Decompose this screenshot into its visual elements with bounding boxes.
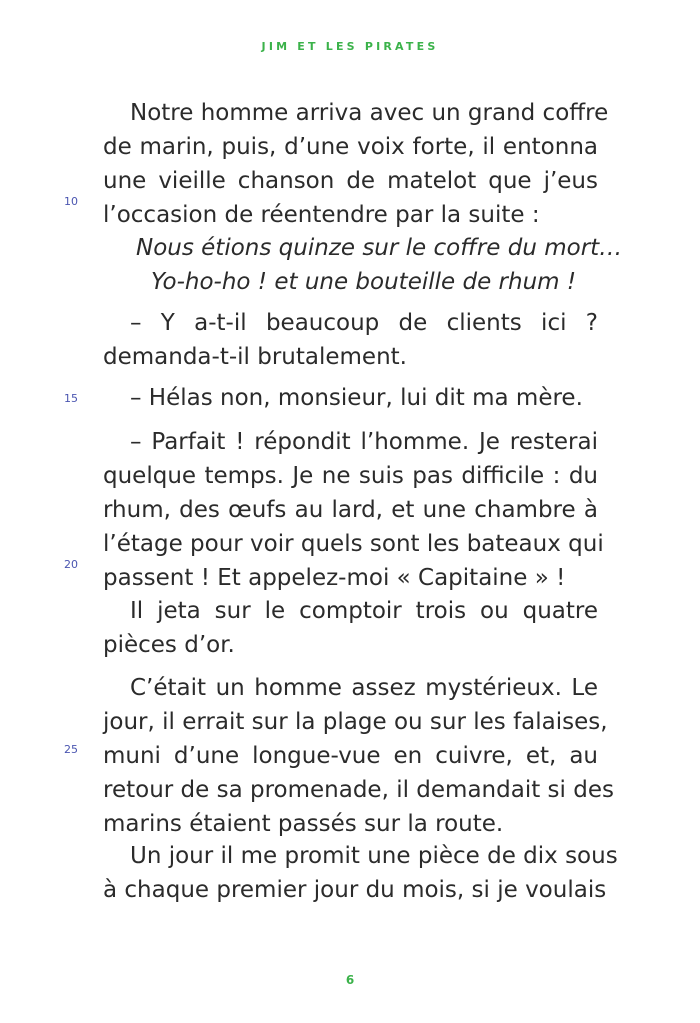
text-line: – Parfait ! répondit l’homme. Je resterai xyxy=(130,429,598,455)
line-number: 25 xyxy=(64,743,78,756)
page-number: 6 xyxy=(345,973,355,987)
text-line: Un jour il me promit une pièce de dix sous xyxy=(130,843,618,869)
running-head: JIM ET LES PIRATES xyxy=(261,40,439,53)
text-line: l’étage pour voir quels sont les bateaux qui xyxy=(103,531,604,557)
paragraph xyxy=(103,306,598,374)
text-line: l’occasion de réentendre par la suite : xyxy=(103,202,540,228)
text-line: Il jeta sur le comptoir trois ou quatre xyxy=(130,598,598,624)
verse-block xyxy=(103,231,623,299)
paragraph xyxy=(103,594,598,662)
line-number: 15 xyxy=(64,392,78,405)
text-line: C’était un homme assez mystérieux. Le xyxy=(130,675,598,701)
verse-line: Yo-ho-ho ! et une bouteille de rhum ! xyxy=(151,269,577,295)
text-line: jour, il errait sur la plage ou sur les falaises, xyxy=(103,709,608,735)
line-number: 10 xyxy=(64,195,78,208)
text-line: – Hélas non, monsieur, lui dit ma mère. xyxy=(130,385,583,411)
verse-line: Nous étions quinze sur le coffre du mort… xyxy=(136,235,623,261)
paragraph xyxy=(103,425,604,595)
line-number: 20 xyxy=(64,558,78,571)
text-line: quelque temps. Je ne suis pas difficile : du xyxy=(103,463,598,489)
paragraph xyxy=(103,381,598,415)
text-line: Notre homme arriva avec un grand coffre xyxy=(130,100,609,126)
text-line: retour de sa promenade, il demandait si des xyxy=(103,777,614,803)
text-line: une vieille chanson de matelot que j’eus xyxy=(103,168,598,194)
text-line: marins étaient passés sur la route. xyxy=(103,811,504,837)
text-line: rhum, des œufs au lard, et une chambre à xyxy=(103,497,598,523)
text-line: demanda-t-il brutalement. xyxy=(103,344,407,370)
text-line: passent ! Et appelez-moi « Capitaine » ! xyxy=(103,565,566,591)
paragraph xyxy=(103,671,614,841)
text-line: muni d’une longue-vue en cuivre, et, au xyxy=(103,743,598,769)
paragraph xyxy=(103,839,618,907)
text-line: à chaque premier jour du mois, si je voulais xyxy=(103,877,607,903)
text-line: de marin, puis, d’une voix forte, il entonna xyxy=(103,134,598,160)
paragraph xyxy=(103,96,609,232)
text-line: – Y a-t-il beaucoup de clients ici ? xyxy=(130,310,598,336)
text-line: pièces d’or. xyxy=(103,632,235,658)
